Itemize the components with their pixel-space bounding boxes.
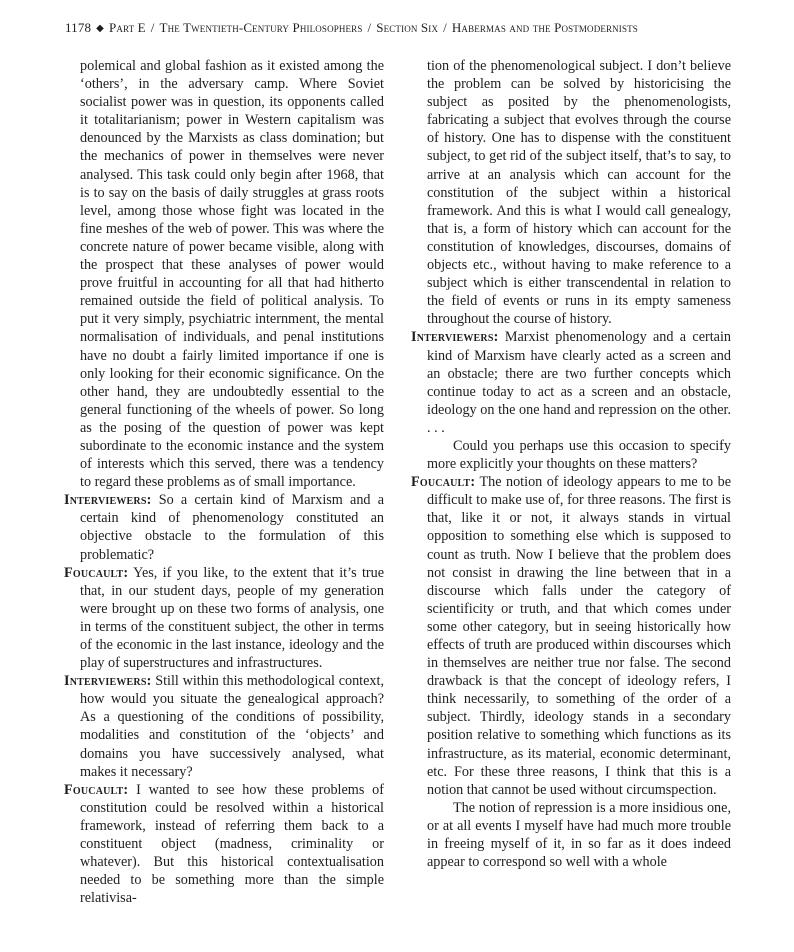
- interview-exchange: [411, 328, 731, 437]
- speech-text: Yes, if you like, to the extent that it’s true that, in our student days, people of my generation were brought up on these two forms of analysis, one in terms of the constituent subject, the other in terms of the economic in the last instance, ideology and the play of superstructures and infrastructures.: [80, 564, 384, 672]
- header-separator: /: [150, 20, 155, 35]
- header-separator: /: [367, 20, 372, 35]
- interview-exchange: [64, 672, 384, 781]
- speaker-label: Foucault:: [64, 564, 129, 581]
- header-chapter: Habermas and the Postmodernists: [451, 20, 638, 35]
- speaker-label: Foucault:: [64, 781, 129, 798]
- speaker-label: Foucault:: [411, 474, 476, 491]
- speech-text: I wanted to see how these problems of constitution could be resolved within a historical framework, instead of referring them back to a constituent object (madness, criminality or whatever). But this historical contextualisation needed to be something more than the simple relativisa-: [80, 781, 384, 907]
- speech-text: The notion of ideology appears to me to be difficult to make use of, for three reasons. The first is that, like it or not, it always stands in virtual opposition to something else which is supposed to count as truth. Now I believe that the problem does not consist in drawing the line between that in a discourse which falls under the category of scientificity or truth, and that which comes under some other category, but in seeing historically how effects of truth are produced within discourses which in themselves are neither true nor false. The second drawback is that the concept of ideology refers, I think necessarily, to something of the order of a subject. Thirdly, ideology stands in a secondary position relative to something which functions as its infrastructure, as its material, economic determinant, etc. For these three reasons, I think that this is a notion that cannot be used without circumspection.: [427, 474, 731, 798]
- interview-exchange: [64, 491, 384, 563]
- interview-exchange: [411, 473, 731, 799]
- continued-paragraph: tion of the phenomenological subject. I don’t believe the problem can be solved by historicising the subject as posited by the phenomenologists, fabricating a subject that evolves through the course of history. One has to dispense with the constituent subject, to get rid of the subject itself, that’s to say, to arrive at an analysis which can account for the constitution of the subject within a historical framework. And this is what I would call genealogy, that is, a form of history which can account for the constitution of knowledges, discourses, domains of objects etc., without having to make reference to a subject which is either transcendental in relation to the field of events or runs in its empty sameness throughout the course of history.: [427, 58, 731, 328]
- speaker-label: Interviewers:: [64, 673, 152, 690]
- speech-text: So a certain kind of Marxism and a certain kind of phenomenology constituted an objective obstacle to the formulation of this problematic?: [80, 492, 384, 563]
- right-column: [411, 57, 731, 871]
- page-number: 1178: [65, 20, 92, 35]
- speaker-label: Interviewers:: [64, 492, 152, 509]
- continued-paragraph: polemical and global fashion as it existed among the ‘others’, in the adversary camp. Where Soviet socialist power was in question, its opponents called it totalitarianism; power in Western capitalism was denounced by the Marxists as class domination; but the mechanics of power in themselves were never analysed. This task could only begin after 1968, that is to say on the basis of daily struggles at grass roots level, among those whose fight was located in the fine meshes of the web of power. This was where the concrete nature of power became visible, along with the prospect that these analyses of power would prove fruitful in accounting for all that had hitherto remained outside the field of political analysis. To put it very simply, psychiatric internment, the mental normalisation of individuals, and penal institutions have no doubt a fairly limited importance if one is only looking for their economic significance. On the other hand, they are undoubtedly essential to the general functioning of the wheels of power. So long as the posing of the question of power was kept subordinate to the economic instance and the system of interests which this served, there was a tendency to regard these problems as of small importance.: [80, 58, 384, 491]
- diamond-ornament-icon: ◆: [96, 23, 104, 34]
- interview-exchange: [64, 781, 384, 908]
- header-book-section: The Twentieth-Century Philosophers: [159, 20, 363, 35]
- interview-exchange: [64, 564, 384, 673]
- header-separator: /: [443, 20, 447, 35]
- indented-paragraph: The notion of repression is a more insidious one, or at all events I myself have had much more trouble in freeing myself of it, in so far as it does indeed appear to correspond so well with a whole: [427, 799, 731, 871]
- header-section: Section Six: [376, 20, 439, 35]
- indented-paragraph: Could you perhaps use this occasion to specify more explicitly your thoughts on these matters?: [427, 437, 731, 473]
- left-column: [64, 57, 384, 907]
- running-header: [65, 16, 730, 40]
- header-part: Part E: [108, 20, 146, 35]
- speech-text: Still within this methodological context, how would you situate the genealogical approach? As a questioning of the conditions of possibility, modalities and constitution of the ‘objects’ and domains you have successively analysed, what makes it necessary?: [80, 673, 384, 780]
- speaker-label: Interviewers:: [411, 329, 499, 346]
- speech-text: Marxist phenomenology and a certain kind of Marxism have clearly acted as a screen and an obstacle; there are two further concepts which continue today to act as a screen and an obstacle, ideology on the one hand and repression on the other. . . .: [427, 329, 731, 436]
